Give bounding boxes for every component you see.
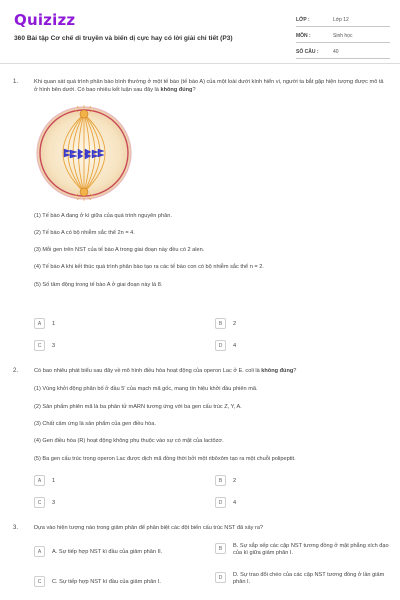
- option-letter: D: [215, 572, 226, 583]
- option-text: 2: [233, 477, 237, 484]
- answer-option-b[interactable]: [215, 475, 236, 486]
- question-text: Dựa vào hiện tượng nào trong giảm phân để phân biệt các đột biến cấu trúc NST đã xảy ra?: [34, 525, 264, 531]
- answer-option-a[interactable]: [34, 475, 55, 486]
- statement: (1) Tế bào A đang ở kì giữa của quá trình nguyên phân.: [34, 213, 172, 219]
- option-letter: A: [34, 318, 45, 329]
- answer-option-d[interactable]: [215, 572, 390, 586]
- question-number: 3.: [13, 525, 19, 531]
- meta-row-count: [296, 43, 390, 59]
- option-letter: B: [215, 318, 226, 329]
- meta-label: MÔN :: [296, 33, 311, 39]
- document-title: 360 Bài tập Cơ chế di truyền và biến dị cực hay có lời giải chi tiết (P3): [14, 35, 233, 42]
- question-text-start: Có bao nhiêu phát biểu sau đây về mô hình điều hòa hoạt động của operon Lac ở E. coli là: [34, 368, 262, 374]
- option-letter: A: [34, 546, 45, 557]
- option-text: D. Sự trao đổi chéo của các cặp NST tương đồng ở lần giảm phân I.: [233, 572, 385, 585]
- meta-value: 40: [333, 49, 339, 55]
- cell-division-image: [34, 104, 134, 202]
- answer-option-b[interactable]: [215, 318, 236, 329]
- question-number: 2.: [13, 368, 19, 374]
- answer-option-d[interactable]: [215, 497, 236, 508]
- option-letter: C: [34, 497, 45, 508]
- statement: (4) Gen điều hòa (R) hoạt động không phụ thuộc vào sự có mặt của lactôzơ.: [34, 438, 224, 444]
- meta-row-subject: [296, 27, 390, 43]
- answer-option-b[interactable]: [215, 543, 390, 557]
- statement: (2) Tế bào A có bộ nhiễm sắc thể 2n = 4.: [34, 230, 135, 236]
- option-text: 1: [52, 320, 56, 327]
- statement: (5) Ba gen cấu trúc trong operon Lac được dịch mã đồng thời bởi một ribôxôm tạo ra một chuỗi polipeptit.: [34, 456, 296, 462]
- quizizz-logo: Quizizz: [14, 11, 76, 29]
- header-divider: [0, 63, 400, 64]
- meta-label: LỚP :: [296, 17, 310, 23]
- statement: (3) Mỗi gen trên NST của tế bào A trong giai đoạn này đều có 2 alen.: [34, 247, 205, 253]
- question-emphasis: không đúng: [261, 368, 294, 374]
- meta-value: Sinh học: [333, 33, 353, 39]
- statement: (1) Vùng khởi động phân bố ở đầu 5' của mạch mã gốc, mang tín hiệu khởi đầu phiên mã.: [34, 386, 258, 392]
- option-text: 3: [52, 342, 56, 349]
- question-number: 1.: [13, 79, 19, 85]
- option-text: A. Sự tiếp hợp NST kì đầu của giảm phân II.: [52, 548, 163, 555]
- option-letter: B: [215, 475, 226, 486]
- option-letter: D: [215, 497, 226, 508]
- meta-row-class: [296, 11, 390, 27]
- meta-value: Lớp 12: [333, 17, 349, 23]
- question-text-end: ?: [293, 368, 297, 374]
- option-text: 4: [233, 342, 237, 349]
- statement: (2) Sản phẩm phiên mã là ba phân tử mARN tương ứng với ba gen cấu trúc Z, Y, A.: [34, 404, 242, 410]
- document-header: [0, 0, 400, 62]
- question-emphasis: không đúng: [160, 87, 193, 94]
- question-text-start: Khi quan sát quá trình phân bào bình thường ở một tế bào (tế bào A) của một loài dưới kính hiển vi, người ta bắt gặp hiện tượng được mô tả ở hình bên dưới. Có bao nhiêu kết luận sau đây là: [34, 79, 384, 94]
- answer-option-a[interactable]: [34, 318, 55, 329]
- option-text: B. Sự sắp xếp các cặp NST tương đồng ở mặt phẳng xích đạo của kì giữa giảm phân I.: [233, 543, 389, 556]
- answer-option-c[interactable]: [34, 340, 55, 351]
- question-text-end: ?: [192, 87, 196, 94]
- option-text: 4: [233, 499, 237, 506]
- statement: (5) Số tâm động trong tế bào A ở giai đoạn này là 8.: [34, 282, 163, 288]
- option-letter: A: [34, 475, 45, 486]
- answer-option-d[interactable]: [215, 340, 236, 351]
- meta-label: SỐ CÂU :: [296, 49, 319, 55]
- option-text: 1: [52, 477, 56, 484]
- answer-option-c[interactable]: [34, 576, 204, 587]
- option-letter: C: [34, 576, 45, 587]
- answer-option-c[interactable]: [34, 497, 55, 508]
- option-text: C. Sự tiếp hợp NST kì đầu của giảm phân I.: [52, 578, 161, 585]
- statement: (3) Chất cảm ứng là sản phẩm của gen điều hòa.: [34, 421, 156, 427]
- option-letter: B: [215, 543, 226, 554]
- option-letter: C: [34, 340, 45, 351]
- statement: (4) Tế bào A khi kết thúc quá trình phân bào tạo ra các tế bào con có bộ nhiễm sắc thể n = 2.: [34, 264, 264, 270]
- option-text: 2: [233, 320, 237, 327]
- meta-table: [296, 11, 390, 59]
- question-text: [34, 78, 386, 95]
- option-text: 3: [52, 499, 56, 506]
- answer-option-a[interactable]: [34, 546, 204, 557]
- option-letter: D: [215, 340, 226, 351]
- question-text: [34, 367, 386, 375]
